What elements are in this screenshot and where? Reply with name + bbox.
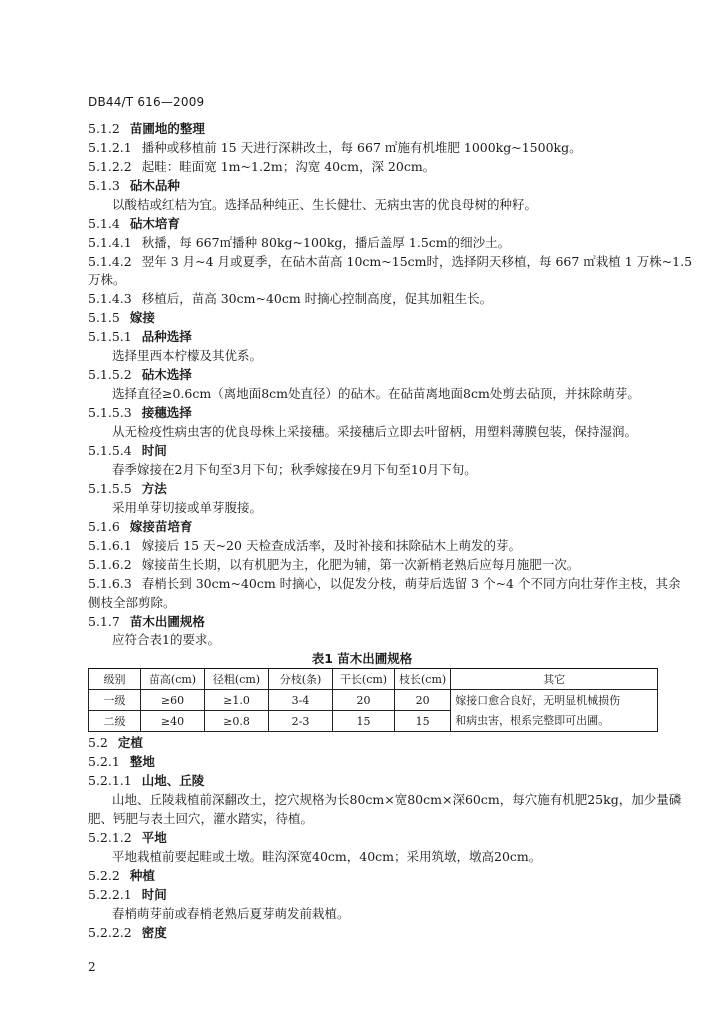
paragraph-table-reference: 应符合表1的要求。: [112, 632, 220, 647]
table-header-cell: 枝长(cm): [395, 669, 451, 690]
seedling-spec-table: [88, 668, 658, 732]
clause-5-1-4-2-cont: 万株。: [88, 272, 126, 287]
heading-5-1-5-5: 5.1.5.5 方法: [88, 481, 167, 496]
heading-5-1-5: 5.1.5 嫁接: [88, 310, 155, 325]
paragraph-rootstock-variety: 以酸桔或红桔为宜。选择品种纯正、生长健壮、无病虫害的优良母树的种籽。: [112, 197, 538, 212]
clause-5-1-6-3: 5.1.6.3 春梢长到 30cm~40cm 时摘心，以促发分枝，萌芽后选留 3 个~4 个不同方向壮芽作主枝，其余: [88, 576, 681, 591]
heading-5-1-5-2: 5.1.5.2 砧木选择: [88, 367, 192, 382]
other-remark-line-1: 嫁接口愈合良好，无明显机械损伤: [455, 693, 621, 707]
clause-5-1-4-1: 5.1.4.1 秋播，每 667㎡播种 80kg~100kg，播后盖厚 1.5cm的细沙土。: [88, 235, 511, 250]
table-cell: ≥60: [141, 690, 205, 711]
clause-5-1-6-2: 5.1.6.2 嫁接苗生长期，以有机肥为主，化肥为辅，第一次新梢老熟后应每月施肥一次。: [88, 557, 580, 572]
clause-5-1-2-2: 5.1.2.2 起畦：畦面宽 1m~1.2m；沟宽 40cm，深 20cm。: [88, 159, 436, 174]
table-cell: 2-3: [269, 711, 333, 732]
paragraph-grafting-time: 春季嫁接在2月下旬至3月下旬；秋季嫁接在9月下旬至10月下旬。: [112, 462, 477, 477]
table-cell: ≥40: [141, 711, 205, 732]
table-cell: 15: [395, 711, 451, 732]
standard-code: DB44/T 616—2009: [88, 95, 205, 109]
heading-5-2-1: 5.2.1 整地: [88, 754, 155, 769]
table-cell: 一级: [89, 690, 141, 711]
clause-5-1-6-3-cont: 侧枝全部剪除。: [88, 595, 176, 610]
page-number: 2: [88, 960, 96, 974]
clause-5-1-2-1: 5.1.2.1 播种或移植前 15 天进行深耕改土，每 667 ㎡施有机堆肥 1000kg~1500kg。: [88, 140, 582, 155]
paragraph-scion-selection: 从无检疫性病虫害的优良母株上采接穗。采接穗后立即去叶留柄，用塑料薄膜包装，保持湿润。: [112, 424, 638, 439]
table-cell-other: [451, 690, 658, 732]
heading-5-1-5-1: 5.1.5.1 品种选择: [88, 329, 192, 344]
heading-5-1-6: 5.1.6 嫁接苗培育: [88, 519, 193, 534]
heading-5-2: 5.2 定植: [88, 735, 143, 750]
heading-5-1-3: 5.1.3 砧木品种: [88, 178, 180, 193]
table-cell: 二级: [89, 711, 141, 732]
paragraph-variety-selection: 选择里西本柠檬及其优系。: [112, 348, 263, 363]
table-cell: ≥0.8: [205, 711, 269, 732]
paragraph-rootstock-selection: 选择直径≥0.6cm（离地面8cm处直径）的砧木。在砧苗离地面8cm处剪去砧顶，并抹除萌芽。: [112, 386, 640, 401]
paragraph-hill-planting-cont: 肥、钙肥与表土回穴，灌水踏实，待植。: [88, 811, 314, 826]
paragraph-flat-land: 平地栽植前要起畦或土墩。畦沟深宽40cm，40cm；采用筑墩，墩高20cm。: [112, 849, 542, 864]
table-cell: 20: [395, 690, 451, 711]
heading-5-2-2-2: 5.2.2.2 密度: [88, 925, 167, 940]
heading-5-2-1-1: 5.2.1.1 山地、丘陵: [88, 773, 205, 788]
table-header-cell: 径粗(cm): [205, 669, 269, 690]
paragraph-hill-planting: 山地、丘陵栽植前深翻改土，挖穴规格为长80cm×宽80cm×深60cm，每穴施有机肥25kg，加少量磷: [112, 792, 682, 807]
table-caption: 表1 苗木出圃规格: [311, 651, 413, 666]
clause-5-1-6-1: 5.1.6.1 嫁接后 15 天~20 天检查成活率，及时补接和抹除砧木上萌发的芽。: [88, 538, 521, 553]
heading-5-1-7: 5.1.7 苗木出圃规格: [88, 614, 205, 629]
table-header-cell: 苗高(cm): [141, 669, 205, 690]
heading-5-1-5-4: 5.1.5.4 时间: [88, 443, 167, 458]
clause-5-1-4-3: 5.1.4.3 移植后，苗高 30cm~40cm 时摘心控制高度，促其加粗生长。: [88, 291, 493, 306]
table-header-cell: 干长(cm): [333, 669, 395, 690]
heading-5-1-2: 5.1.2 苗圃地的整理: [88, 121, 205, 136]
table-header-cell: 分枝(条): [269, 669, 333, 690]
table-row: [89, 690, 658, 711]
heading-5-2-1-2: 5.2.1.2 平地: [88, 830, 167, 845]
table-cell: 20: [333, 690, 395, 711]
paragraph-planting-time: 春梢萌芽前或春梢老熟后夏芽萌发前栽植。: [112, 906, 350, 921]
table-header-cell: 其它: [451, 669, 658, 690]
other-remark-line-2: 和病虫害，根系完整即可出圃。: [455, 713, 610, 727]
paragraph-grafting-method: 采用单芽切接或单芽腹接。: [112, 500, 263, 515]
heading-5-2-2-1: 5.2.2.1 时间: [88, 887, 167, 902]
clause-5-1-4-2: 5.1.4.2 翌年 3 月~4 月或夏季，在砧木苗高 10cm~15cm时，选择阴天移植，每 667 ㎡栽植 1 万株~1.5: [88, 254, 693, 269]
table-header-cell: 级别: [89, 669, 141, 690]
heading-5-1-4: 5.1.4 砧木培育: [88, 216, 180, 231]
table-cell: 15: [333, 711, 395, 732]
table-cell: 3-4: [269, 690, 333, 711]
heading-5-2-2: 5.2.2 种植: [88, 868, 155, 883]
table-cell: ≥1.0: [205, 690, 269, 711]
heading-5-1-5-3: 5.1.5.3 接穗选择: [88, 405, 192, 420]
table-header-row: [89, 669, 658, 690]
